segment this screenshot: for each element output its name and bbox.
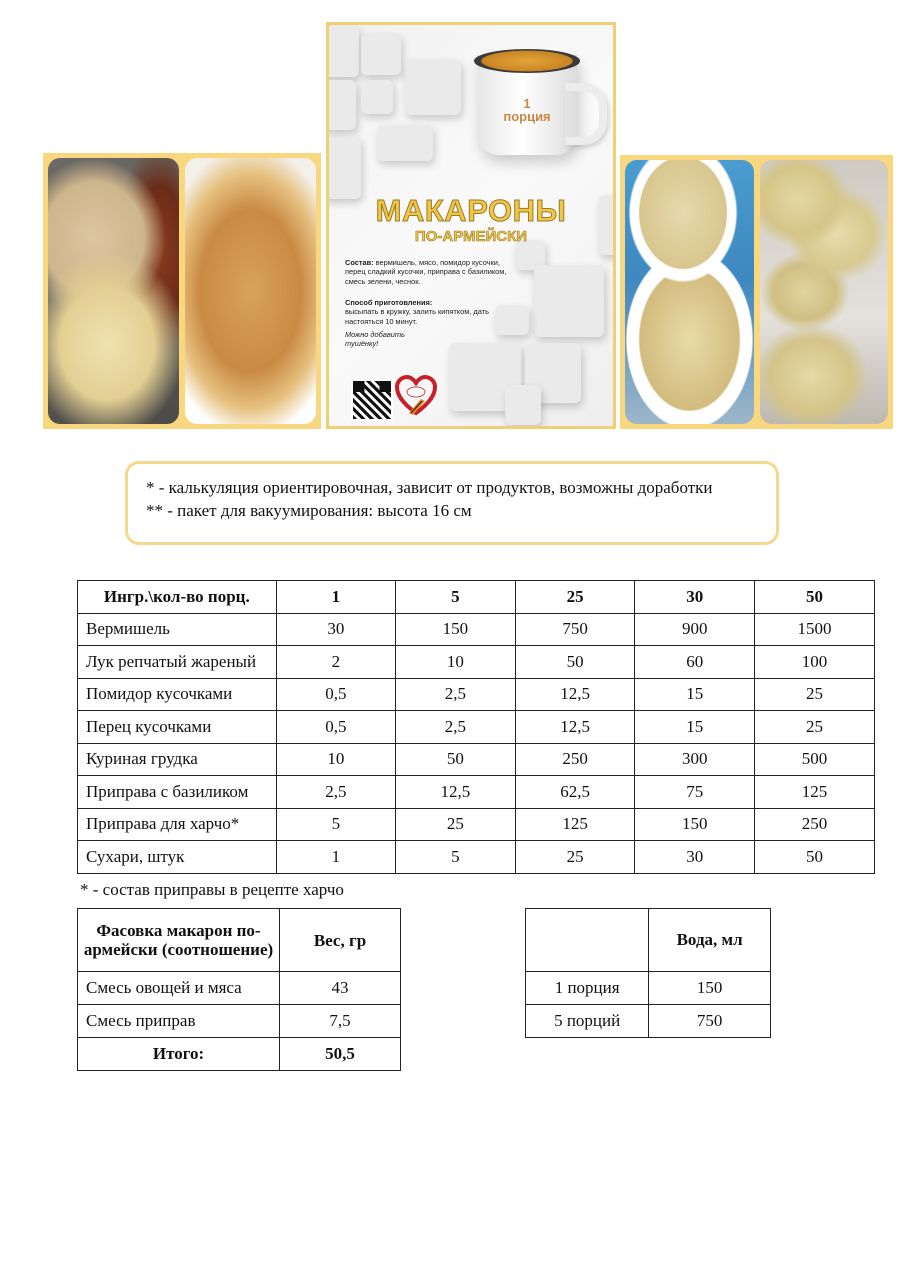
amount-cell: 60 xyxy=(635,646,755,679)
ingredient-name: Помидор кусочками xyxy=(78,678,277,711)
amount-cell: 12,5 xyxy=(515,678,635,711)
ingredient-name: Куриная грудка xyxy=(78,743,277,776)
header-portions: 5 xyxy=(395,581,515,614)
portion-label xyxy=(477,97,577,123)
amount-cell: 25 xyxy=(755,711,875,744)
total-value: 50,5 xyxy=(280,1038,401,1071)
photo-raw-ingredients xyxy=(48,158,179,424)
table-row xyxy=(78,972,401,1005)
amount-cell: 250 xyxy=(515,743,635,776)
amount-cell: 250 xyxy=(755,808,875,841)
water-amount-cell: 150 xyxy=(649,972,771,1005)
decor-square xyxy=(361,33,401,75)
ingredients-table xyxy=(77,580,875,874)
composition-label: Состав: xyxy=(345,258,374,267)
calculation-notes xyxy=(125,461,779,545)
amount-cell: 75 xyxy=(635,776,755,809)
amount-cell: 2,5 xyxy=(395,678,515,711)
amount-cell: 50 xyxy=(755,841,875,874)
decor-square xyxy=(326,25,359,77)
amount-cell: 10 xyxy=(395,646,515,679)
table-row xyxy=(78,841,875,874)
ingredient-name: Лук репчатый жареный xyxy=(78,646,277,679)
tip-line-1: Можно добавить xyxy=(345,330,405,339)
amount-cell: 12,5 xyxy=(395,776,515,809)
poster-subtitle: ПО-АРМЕЙСКИ xyxy=(414,228,528,245)
amount-cell: 62,5 xyxy=(515,776,635,809)
table-row xyxy=(78,678,875,711)
seasoning-footnote: * - состав приправы в рецепте харчо xyxy=(80,880,344,899)
amount-cell: 50 xyxy=(395,743,515,776)
decor-square xyxy=(405,59,461,115)
amount-cell: 1500 xyxy=(755,613,875,646)
tip-line-2: тушёнку! xyxy=(345,339,379,349)
mix-name: Смесь овощей и мяса xyxy=(78,972,280,1005)
photo-cooked-noodles xyxy=(185,158,316,424)
amount-cell: 500 xyxy=(755,743,875,776)
amount-cell: 900 xyxy=(635,613,755,646)
amount-cell: 150 xyxy=(635,808,755,841)
water-amount-cell: 750 xyxy=(649,1005,771,1038)
heart-ribbon-logo-icon xyxy=(395,375,437,417)
amount-cell: 125 xyxy=(755,776,875,809)
table-row xyxy=(526,1005,771,1038)
table-header-row xyxy=(78,581,875,614)
amount-cell: 2 xyxy=(276,646,395,679)
photo-vacuum-bags xyxy=(760,160,889,424)
portion-count-cell: 1 порция xyxy=(526,972,649,1005)
total-label: Итого: xyxy=(78,1038,280,1071)
ingredient-name: Приправа с базиликом xyxy=(78,776,277,809)
poster-title: МАКАРОНЫ xyxy=(375,193,567,228)
amount-cell: 0,5 xyxy=(276,711,395,744)
amount-cell: 150 xyxy=(395,613,515,646)
header-weight: Вес, гр xyxy=(280,909,401,972)
amount-cell: 125 xyxy=(515,808,635,841)
ingredient-name: Вермишель xyxy=(78,613,277,646)
amount-cell: 2,5 xyxy=(276,776,395,809)
mix-weight: 43 xyxy=(280,972,401,1005)
decor-square xyxy=(534,265,604,337)
amount-cell: 25 xyxy=(515,841,635,874)
header-portions: 1 xyxy=(276,581,395,614)
amount-cell: 15 xyxy=(635,678,755,711)
water-table xyxy=(525,908,771,1038)
composition-text: вермишель, мясо, помидор кусочки, перец сладкий кусочки, приправа с базиликом, смесь зелени, чеснок. xyxy=(345,258,507,286)
table-row xyxy=(78,711,875,744)
poster-composition xyxy=(345,258,515,286)
ingredient-name: Перец кусочками xyxy=(78,711,277,744)
method-text: высыпать в кружку, залить кипятком, дать настояться 10 минут. xyxy=(345,307,489,326)
note-line-2: ** - пакет для вакуумирования: высота 16 см xyxy=(146,501,472,520)
decor-square xyxy=(361,80,393,114)
table-header-row xyxy=(526,909,771,972)
total-row xyxy=(78,1038,401,1071)
amount-cell: 50 xyxy=(515,646,635,679)
header-portions: 30 xyxy=(635,581,755,614)
header-water: Вода, мл xyxy=(649,909,771,972)
amount-cell: 10 xyxy=(276,743,395,776)
header-packing: Фасовка макарон по-армейски (соотношение) xyxy=(78,909,280,972)
table-row xyxy=(78,646,875,679)
qr-code-icon xyxy=(351,379,393,421)
table-row xyxy=(78,743,875,776)
header-portions: 50 xyxy=(755,581,875,614)
header-ingredient: Ингр.\кол-во порц. xyxy=(78,581,277,614)
decor-square xyxy=(377,125,433,161)
portion-count-cell: 5 порций xyxy=(526,1005,649,1038)
table-header-row xyxy=(78,909,401,972)
mix-weight: 7,5 xyxy=(280,1005,401,1038)
amount-cell: 15 xyxy=(635,711,755,744)
amount-cell: 300 xyxy=(635,743,755,776)
amount-cell: 1 xyxy=(276,841,395,874)
photo-collage-right xyxy=(620,155,893,429)
amount-cell: 100 xyxy=(755,646,875,679)
decor-square xyxy=(326,80,356,130)
amount-cell: 25 xyxy=(755,678,875,711)
amount-cell: 30 xyxy=(276,613,395,646)
table-row xyxy=(78,613,875,646)
amount-cell: 0,5 xyxy=(276,678,395,711)
amount-cell: 750 xyxy=(515,613,635,646)
amount-cell: 25 xyxy=(395,808,515,841)
photo-noodle-cups xyxy=(625,160,754,424)
poster-tip xyxy=(345,330,515,349)
amount-cell: 5 xyxy=(395,841,515,874)
portion-word: порция xyxy=(503,109,551,124)
method-label: Способ приготовления: xyxy=(345,298,433,307)
note-line-1: * - калькуляция ориентировочная, зависит от продуктов, возможны доработки xyxy=(146,478,713,497)
amount-cell: 30 xyxy=(635,841,755,874)
ingredient-name: Сухари, штук xyxy=(78,841,277,874)
table-row xyxy=(526,972,771,1005)
photo-collage-left xyxy=(43,153,321,429)
amount-cell: 12,5 xyxy=(515,711,635,744)
amount-cell: 2,5 xyxy=(395,711,515,744)
header-portions: 25 xyxy=(515,581,635,614)
poster-method xyxy=(345,298,515,326)
amount-cell: 5 xyxy=(276,808,395,841)
portion-count: 1 xyxy=(523,96,531,111)
table-row xyxy=(78,1005,401,1038)
header-empty xyxy=(526,909,649,972)
table-row xyxy=(78,776,875,809)
product-poster xyxy=(326,22,616,429)
table-row xyxy=(78,808,875,841)
mug-rim-noodles xyxy=(474,49,580,73)
packing-table xyxy=(77,908,401,1071)
decor-square xyxy=(326,137,361,199)
mix-name: Смесь приправ xyxy=(78,1005,280,1038)
decor-square xyxy=(505,385,541,425)
ingredient-name: Приправа для харчо* xyxy=(78,808,277,841)
